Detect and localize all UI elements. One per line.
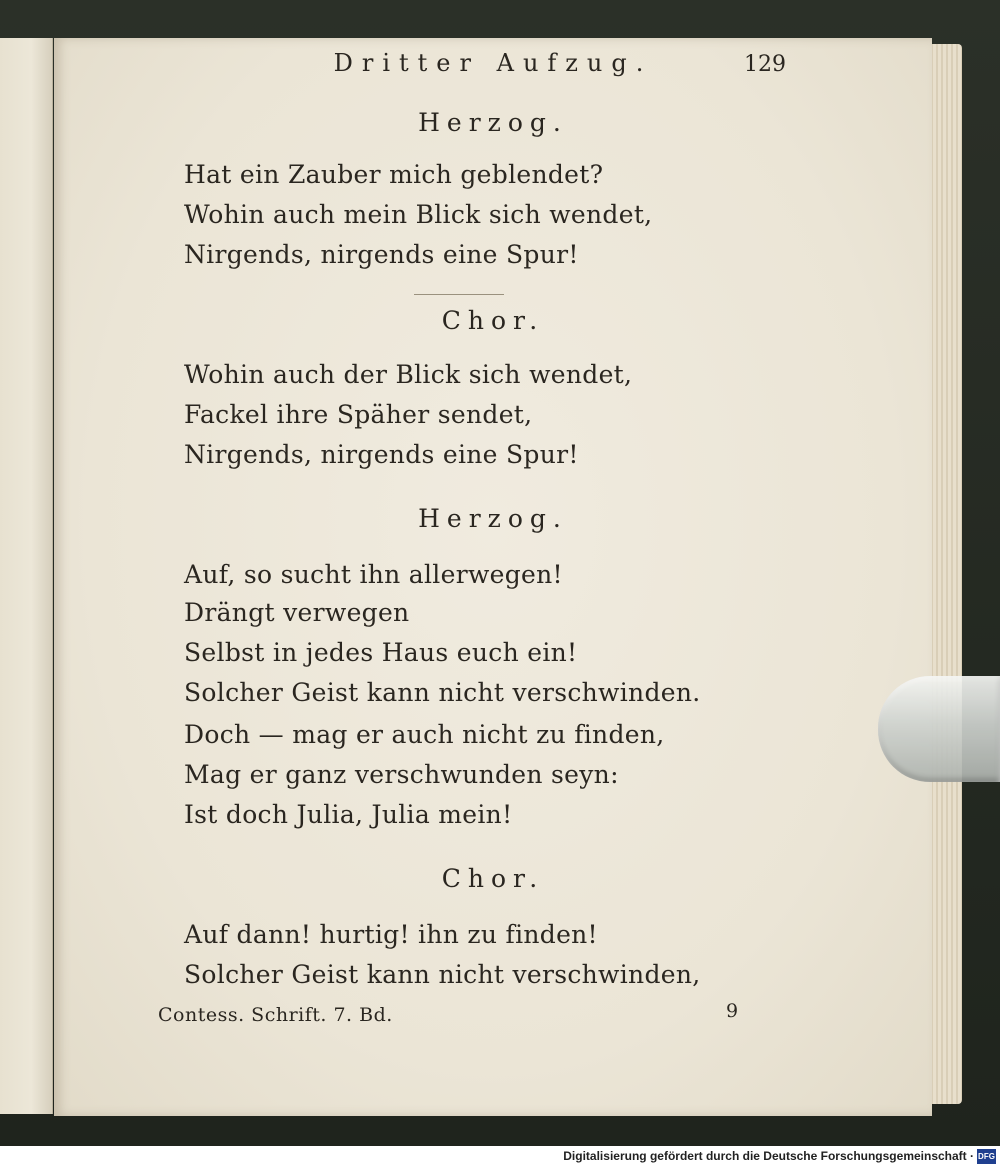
verse-line: Solcher Geist kann nicht verschwinden, — [184, 960, 701, 989]
verse-line: Nirgends, nirgends eine Spur! — [184, 240, 579, 269]
verse-line: Wohin auch der Blick sich wendet, — [184, 360, 633, 389]
speaker-heading: Herzog. — [418, 504, 568, 533]
credit-bar — [0, 1146, 1000, 1168]
verse-line: Ist doch Julia, Julia mein! — [184, 800, 513, 829]
speaker-heading: Chor. — [441, 864, 545, 893]
dfg-logo-icon[interactable]: DFG — [977, 1149, 996, 1164]
left-page-edge — [0, 38, 53, 1114]
section-rule — [414, 294, 504, 295]
running-head: Dritter Aufzug. — [333, 49, 653, 77]
verse-line: Hat ein Zauber mich geblendet? — [184, 160, 604, 189]
verse-line: Drängt verwegen — [184, 598, 410, 627]
verse-line: Selbst in jedes Haus euch ein! — [184, 638, 578, 667]
footer-title: Contess. Schrift. 7. Bd. — [158, 1004, 393, 1026]
verse-line: Wohin auch mein Blick sich wendet, — [184, 200, 653, 229]
verse-line: Doch — mag er auch nicht zu finden, — [184, 720, 665, 749]
speaker-heading: Herzog. — [418, 108, 568, 137]
signature-mark: 9 — [726, 1000, 739, 1022]
verse-line: Fackel ihre Späher sendet, — [184, 400, 533, 429]
speaker-heading: Chor. — [441, 306, 545, 335]
verse-line: Auf dann! hurtig! ihn zu finden! — [184, 920, 598, 949]
page-number: 129 — [744, 52, 786, 77]
book-page — [54, 38, 932, 1116]
verse-line: Auf, so sucht ihn allerwegen! — [184, 560, 563, 589]
credit-text: Digitalisierung gefördert durch die Deutsche Forschungsgemeinschaft · — [563, 1149, 974, 1163]
verse-line: Mag er ganz verschwunden seyn: — [184, 760, 619, 789]
verse-line: Solcher Geist kann nicht verschwinden. — [184, 678, 701, 707]
verse-line: Nirgends, nirgends eine Spur! — [184, 440, 579, 469]
page-clip — [878, 676, 1000, 782]
